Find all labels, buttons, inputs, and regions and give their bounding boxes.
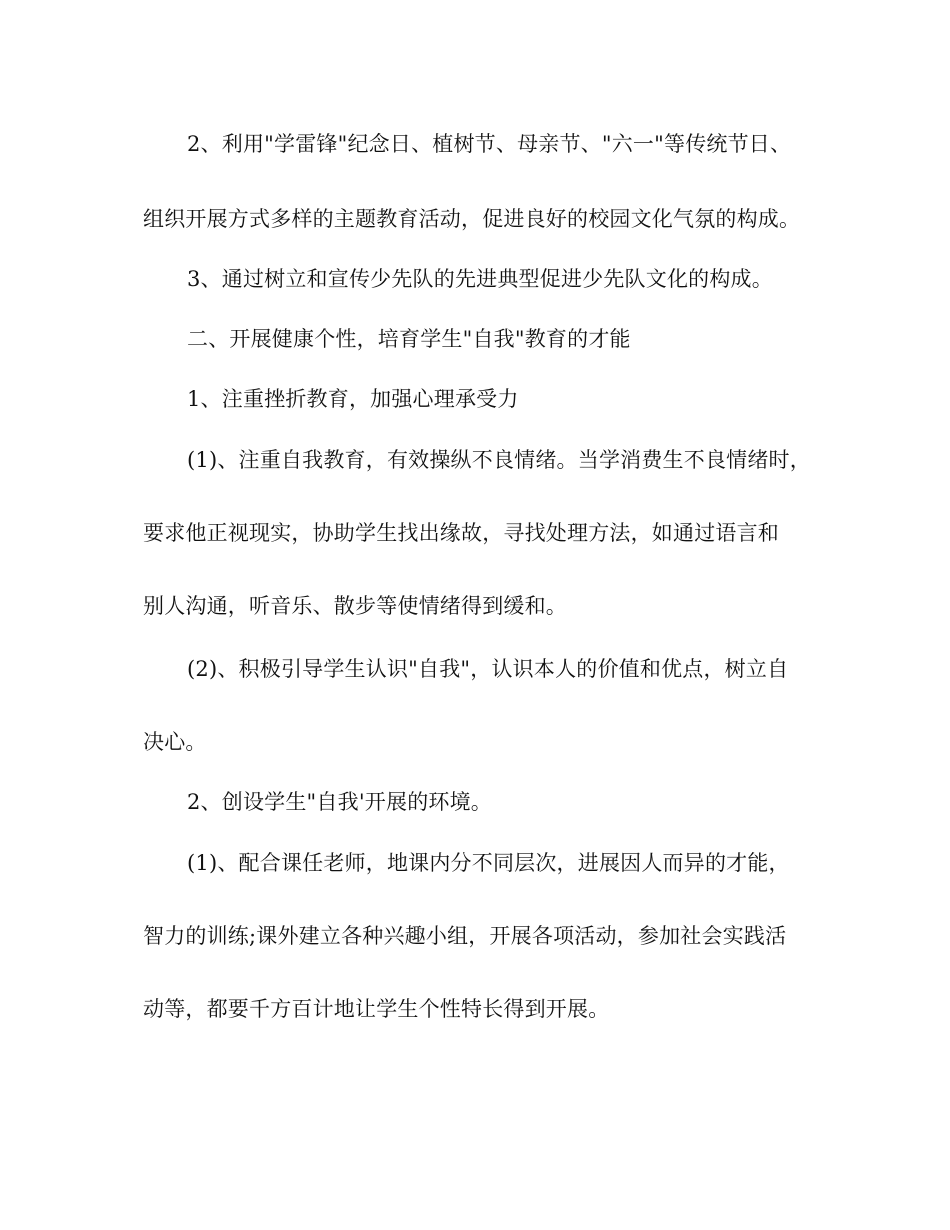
subheading-2: 2、创设学生"自我'开展的环境。: [187, 790, 492, 814]
paragraph-line-10: 决心。: [143, 730, 207, 754]
paragraph-line-7: 要求他正视现实，协助学生找出缘故，寻找处理方法，如通过语言和: [143, 521, 779, 545]
paragraph-line-1: 2、利用"学雷锋"纪念日、植树节、母亲节、"六一"等传统节日、: [187, 132, 792, 156]
paragraph-line-13: 智力的训练;课外建立各种兴趣小组，开展各项活动，参加社会实践活: [143, 924, 787, 948]
paragraph-line-8: 别人沟通，听音乐、散步等使情绪得到缓和。: [143, 594, 567, 618]
paragraph-line-2: 组织开展方式多样的主题教育活动，促进良好的校园文化气氛的构成。: [143, 207, 801, 231]
paragraph-line-9: (2)、积极引导学生认识"自我"，认识本人的价值和优点，树立自: [187, 657, 789, 681]
subheading-1: 1、注重挫折教育，加强心理承受力: [187, 387, 519, 411]
paragraph-line-3: 3、通过树立和宣传少先队的先进典型促进少先队文化的构成。: [187, 267, 773, 291]
paragraph-line-12: (1)、配合课任老师，地课内分不同层次，进展因人而异的才能，: [187, 851, 790, 875]
paragraph-line-14: 动等，都要千方百计地让学生个性特长得到开展。: [143, 997, 610, 1021]
paragraph-line-6: (1)、注重自我教育，有效操纵不良情绪。当学消费生不良情绪时，: [187, 448, 811, 472]
section-heading: 二、开展健康个性，培育学生"自我"教育的才能: [187, 327, 631, 351]
